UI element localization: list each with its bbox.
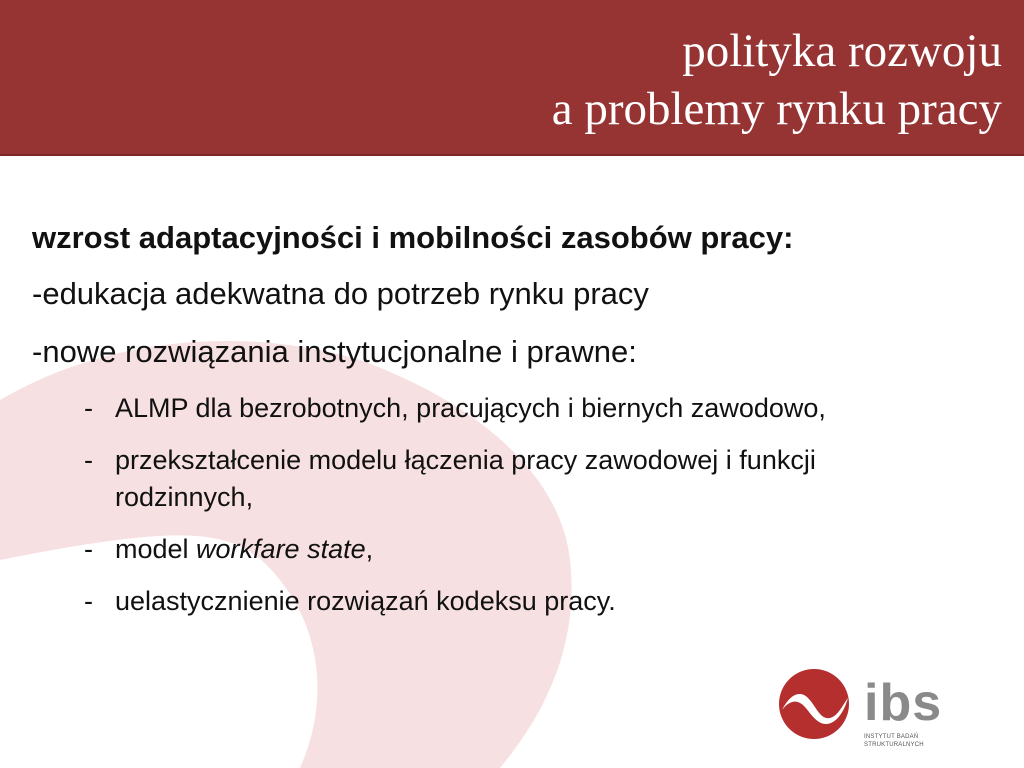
sub-item-text-italic: workfare state — [196, 534, 366, 564]
sub-item-text: przekształcenie modelu łączenia pracy zawodowej i funkcji rodzinnych, — [115, 445, 816, 512]
sub-item-dash: - — [84, 586, 93, 616]
sub-item-text-after: , — [365, 534, 374, 564]
sub-item-labor-code — [32, 583, 905, 620]
slide-content — [32, 218, 1002, 635]
list-item-institutional: -nowe rozwiązania instytucjonalne i prawne: — [32, 334, 637, 369]
sub-item-workfare — [32, 531, 905, 568]
ibs-logo-caption: INSTYTUT BADAŃ STRUKTURALNYCH — [864, 734, 924, 748]
slide-title — [552, 22, 1002, 138]
sub-item-dash: - — [84, 393, 93, 423]
slide-title-line2: a problemy rynku pracy — [551, 83, 1002, 135]
sub-item-text-before: model — [115, 534, 197, 564]
content-heading: wzrost adaptacyjności i mobilności zasobów pracy: — [32, 220, 794, 255]
sub-item-text: ALMP dla bezrobotnych, pracujących i biernych zawodowo, — [115, 393, 826, 423]
sub-item-almp — [32, 390, 905, 427]
sub-item-family-model — [32, 442, 905, 516]
sub-item-text: uelastycznienie rozwiązań kodeksu pracy. — [115, 586, 616, 616]
sub-item-dash: - — [84, 445, 93, 475]
ibs-logo-mark-icon — [779, 669, 849, 739]
ibs-logo-wordmark: ibs — [864, 674, 943, 732]
list-item-education: -edukacja adekwatna do potrzeb rynku pracy — [32, 276, 649, 311]
slide-title-line1: polityka rozwoju — [682, 25, 1002, 77]
sub-item-dash: - — [84, 534, 93, 564]
title-bar — [0, 0, 1024, 156]
